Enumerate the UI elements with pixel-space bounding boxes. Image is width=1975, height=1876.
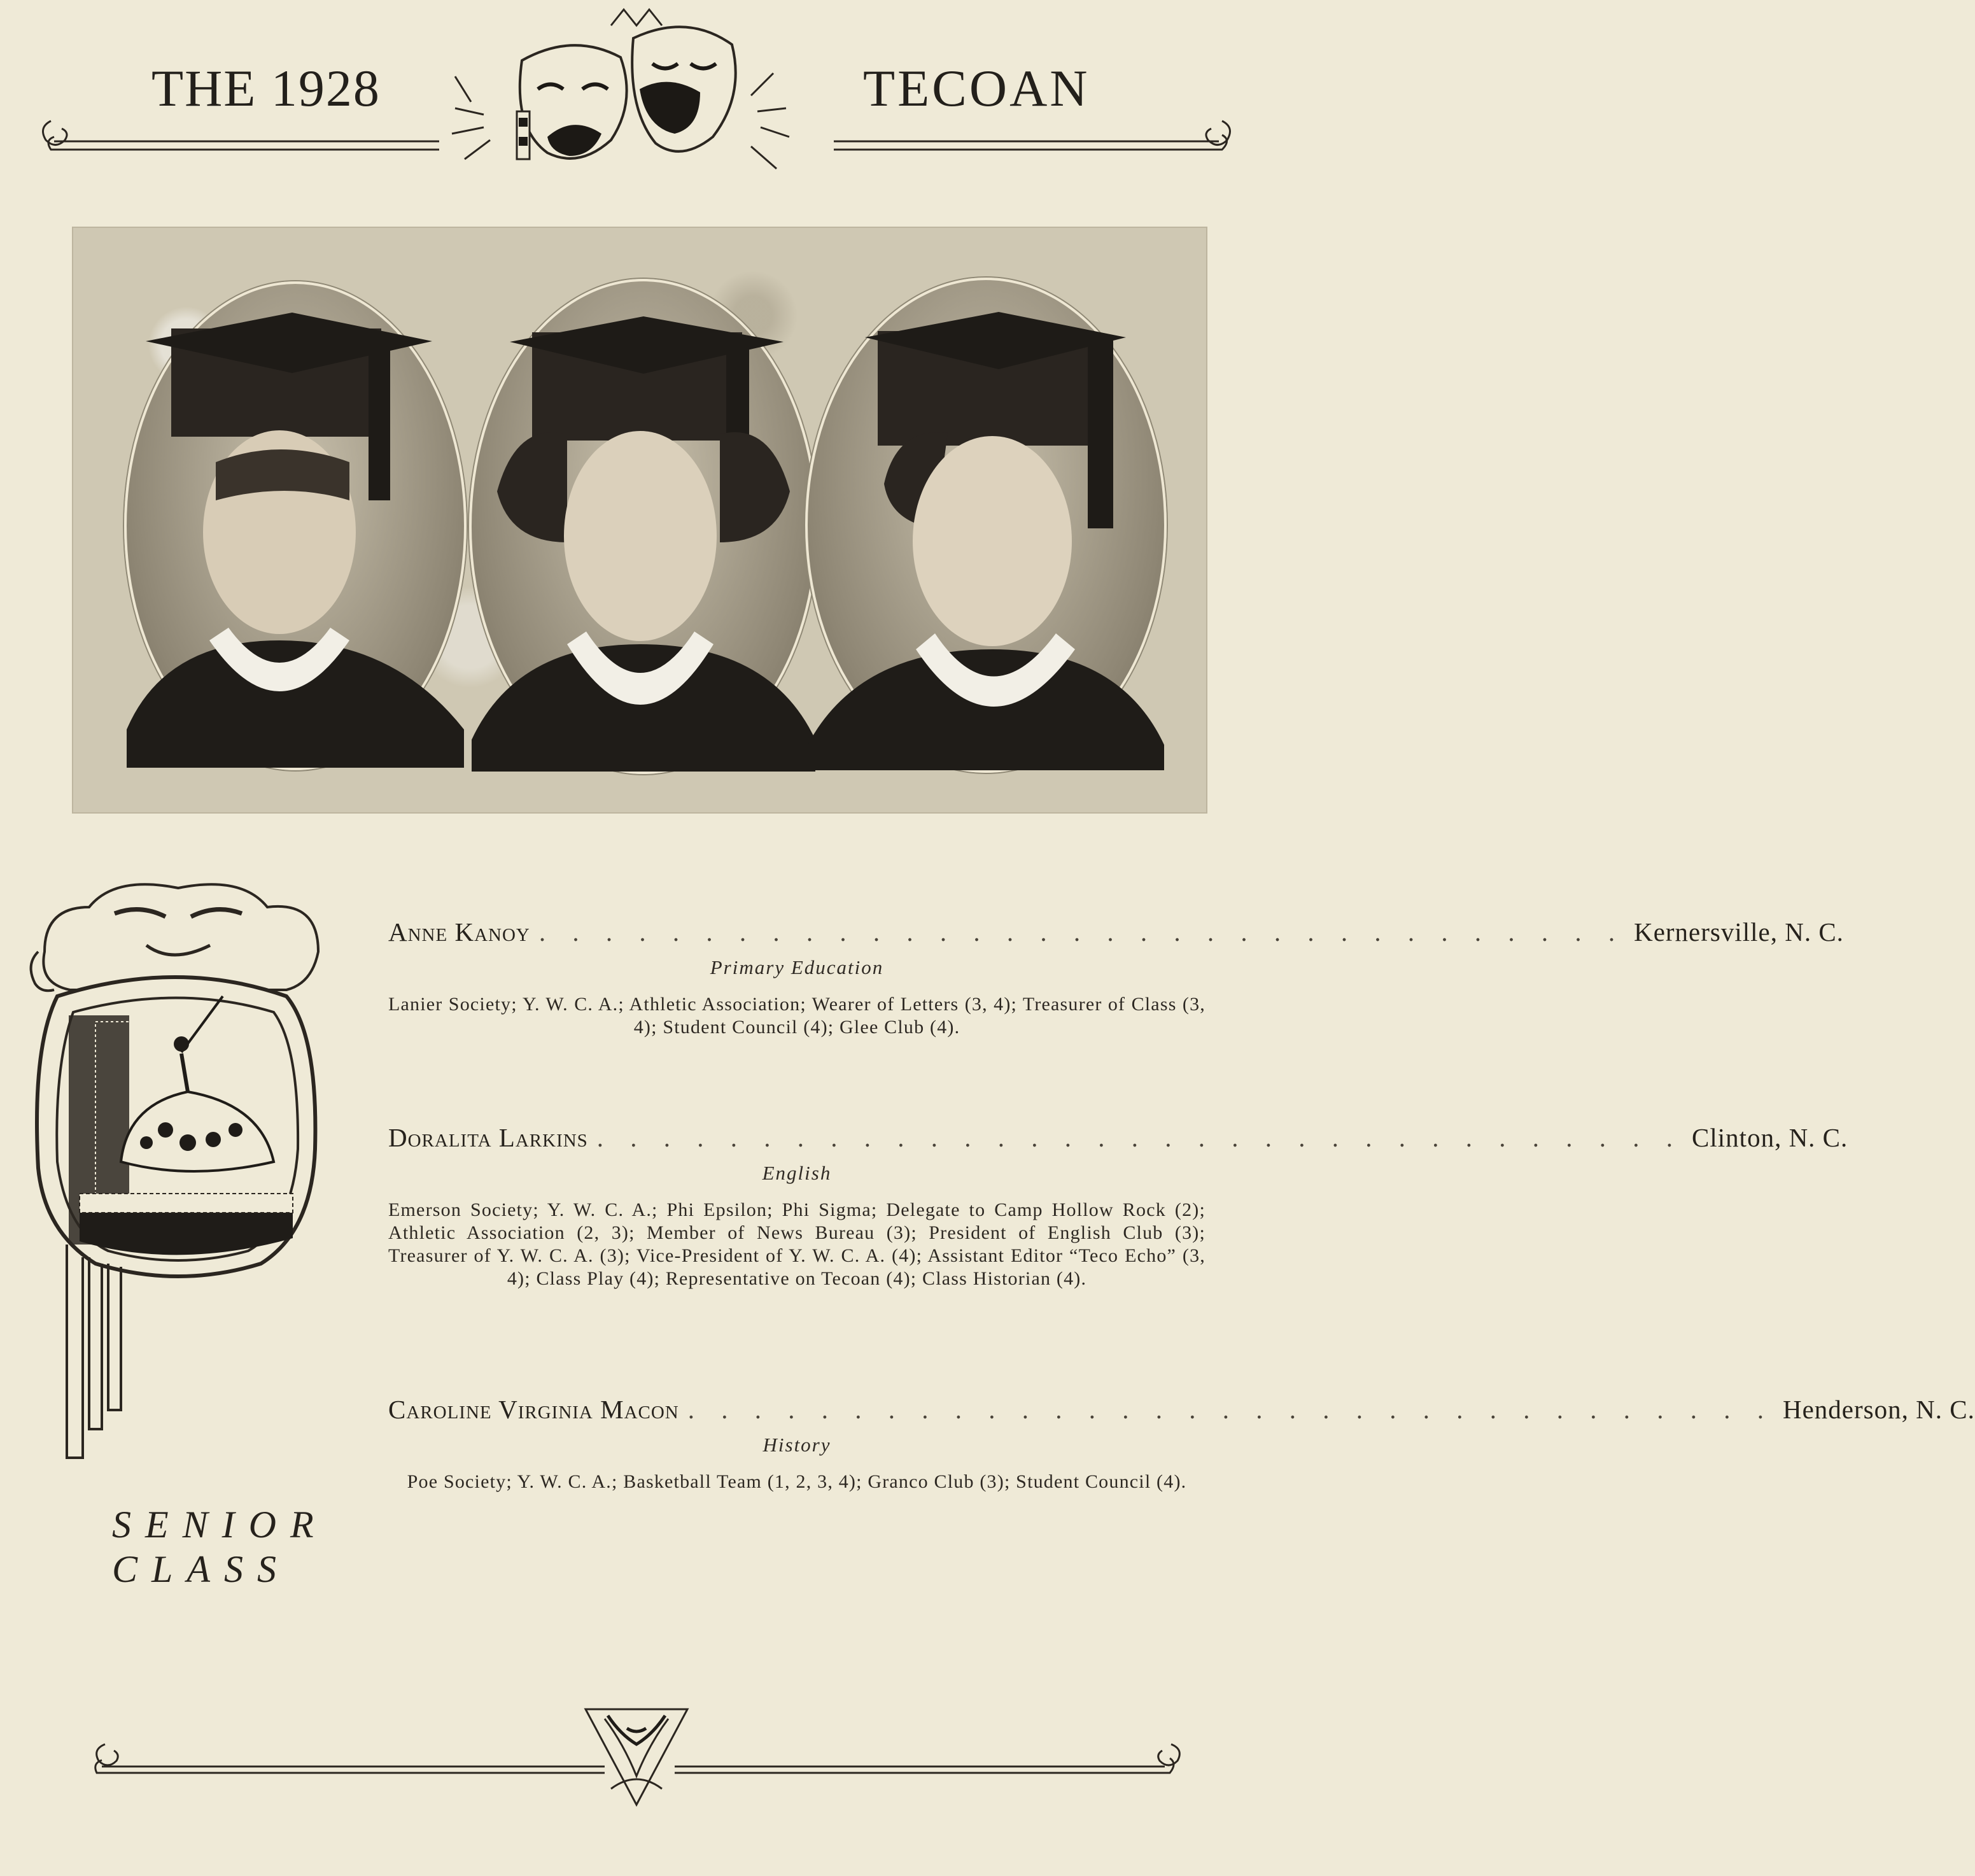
- portrait-panel: [72, 227, 1207, 814]
- student-name: Anne Kanoy: [388, 917, 530, 947]
- senior-label-line1: SENIOR: [112, 1504, 328, 1546]
- hometown: Henderson, N. C.: [1783, 1395, 1975, 1424]
- hometown: Kernersville, N. C.: [1634, 917, 1844, 947]
- student-name: Caroline Virginia Macon: [388, 1395, 679, 1424]
- portrait-caroline-virginia-macon: [805, 278, 1167, 773]
- footer-ornament: [0, 1693, 1273, 1821]
- senior-label-line2: CLASS: [112, 1548, 291, 1590]
- entry-doralita-larkins: [388, 1122, 1848, 1290]
- header-yearbook-title: TECOAN: [863, 59, 1090, 117]
- activities: Emerson Society; Y. W. C. A.; Phi Epsilon; Phi Sigma; Delegate to Camp Hollow Rock (2); Athletic Association (2, 3); Member of News Bureau (3); President of English Club (3); Treasurer of Y. W. C. A. (3); Vice-President of Y. W. C. A. (4); Assistant Editor “Teco Echo” (3, 4); Class Play (4); Representative on Tecoan (4); Class Historian (4).: [388, 1199, 1205, 1289]
- hometown: Clinton, N. C.: [1692, 1123, 1848, 1152]
- major: English: [762, 1162, 832, 1184]
- header-year-title: THE 1928: [151, 59, 381, 117]
- theater-masks-icon: [452, 10, 789, 169]
- entry-caroline-virginia-macon: [388, 1394, 1975, 1493]
- name-line: [388, 1394, 1975, 1425]
- stage-dancer-illustration: [19, 875, 331, 1464]
- leader-dots: . . . . . . . . . . . . . . . . . . . . . . . . . . . . . . . . .: [687, 1395, 1774, 1424]
- student-name: Doralita Larkins: [388, 1123, 588, 1152]
- name-line: [388, 1122, 1848, 1153]
- leader-dots: . . . . . . . . . . . . . . . . . . . . . . . . . . . . . . . . .: [538, 917, 1626, 947]
- senior-class-label: [112, 1502, 328, 1591]
- portrait-anne-kanoy: [124, 281, 467, 770]
- monogram-icon: [608, 1716, 665, 1744]
- leader-dots: . . . . . . . . . . . . . . . . . . . . . . . . . . . . . . . . .: [596, 1123, 1683, 1152]
- major: History: [763, 1434, 831, 1456]
- major: Primary Education: [710, 956, 884, 978]
- entry-anne-kanoy: [388, 917, 1844, 1039]
- name-line: [388, 917, 1844, 947]
- portrait-doralita-larkins: [469, 279, 818, 774]
- activities: Poe Society; Y. W. C. A.; Basketball Team (1, 2, 3, 4); Granco Club (3); Student Council (4).: [407, 1471, 1187, 1492]
- activities: Lanier Society; Y. W. C. A.; Athletic Association; Wearer of Letters (3, 4); Treasurer of Class (3, 4); Student Council (4); Glee Club (4).: [388, 994, 1205, 1038]
